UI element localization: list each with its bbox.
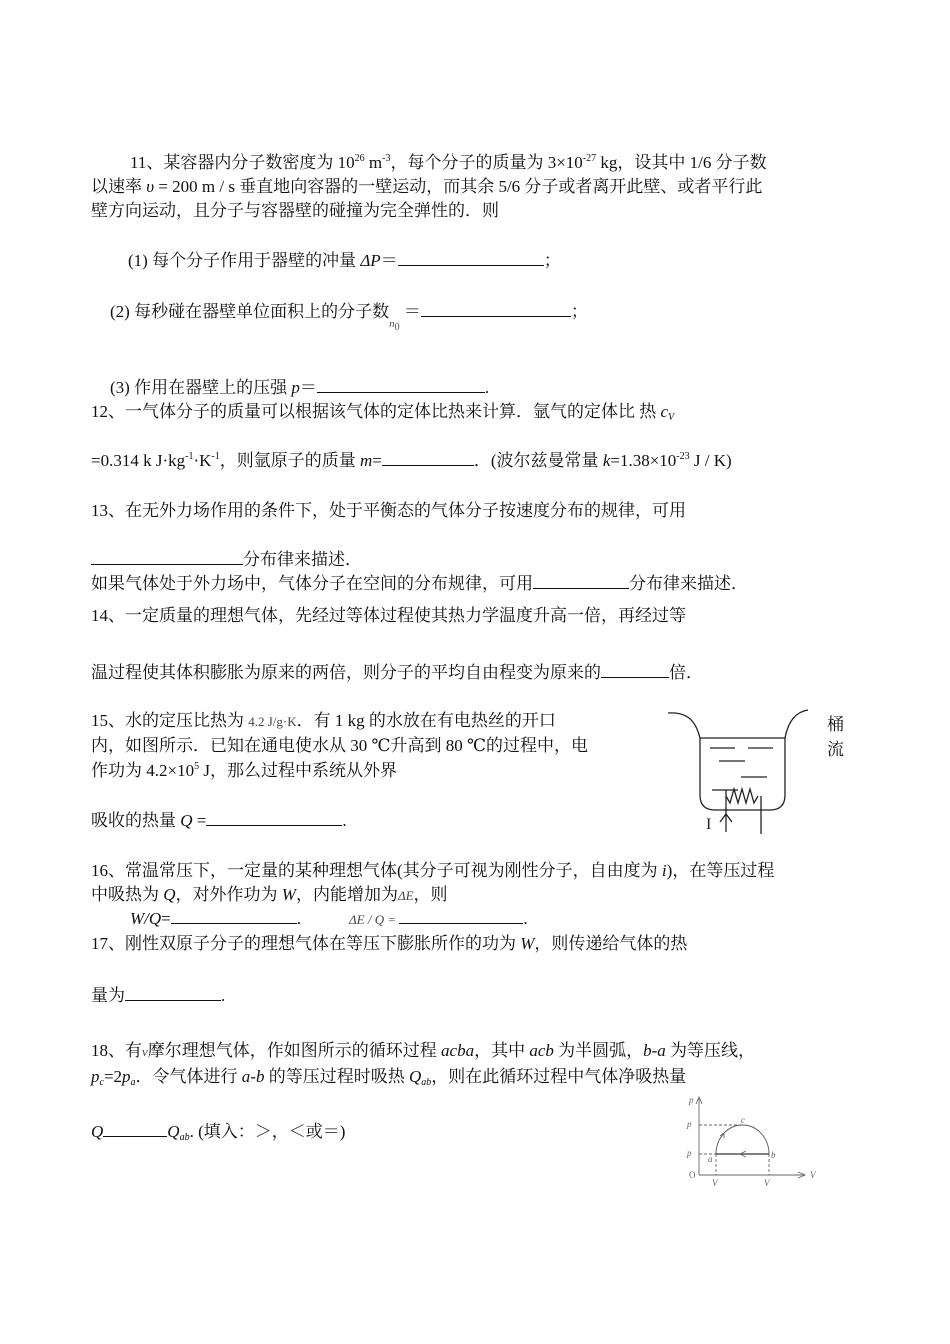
work-symbol: W [281, 885, 296, 904]
q13-text: 如果气体处于外力场中，气体分子在空间的分布规律，可用 [91, 574, 533, 593]
q16-text: ，对外作功为 [175, 885, 282, 904]
q12-text: ·K [193, 451, 212, 470]
punct: . [523, 909, 528, 928]
q15-text: 吸收的热量 [91, 811, 181, 830]
answer-blank-q13-1[interactable] [91, 550, 243, 565]
punct: . [484, 378, 490, 397]
delta-e-over-q: ΔE / Q = [349, 912, 400, 927]
q18-line1 [91, 1040, 755, 1063]
arc-label: acb [529, 1041, 554, 1060]
q15-side-char-1: 桶 [827, 715, 844, 734]
exponent: 26 [354, 153, 365, 164]
q15-line1 [91, 710, 556, 733]
equals: = [161, 909, 171, 928]
q15-text: 15、水的定压比热为 [91, 711, 249, 730]
q15-line3 [91, 760, 397, 782]
subscript: c [99, 1077, 104, 1088]
answer-blank-q18[interactable] [103, 1122, 167, 1137]
equals: = [372, 451, 382, 470]
heat-symbol: Q [180, 811, 193, 830]
answer-blank-q16-2[interactable] [399, 909, 523, 924]
q16-text: 中吸热为 [91, 885, 164, 904]
q18-text: 摩尔理想气体，作如图所示的循环过程 [147, 1041, 442, 1060]
q13-text: 分布律来描述． [629, 574, 748, 593]
n0-symbol: n [389, 318, 395, 330]
q18-text: . (填入：＞，＜或＝) [189, 1122, 346, 1141]
q11-text: kg，设其中 1/6 分子数 [596, 153, 767, 172]
answer-blank-q11-1[interactable] [398, 251, 544, 266]
answer-blank-q12[interactable] [382, 451, 474, 466]
point-b-label: b [771, 1150, 776, 1160]
bucket-heater-figure [660, 700, 820, 840]
subscript: ab [421, 1077, 432, 1088]
q11-line3: 壁方向运动，且分子与容器壁的碰撞为完全弹性的．则 [91, 201, 499, 220]
q11-sub3 [110, 377, 489, 399]
q16-text: )，在等压过程 [666, 861, 775, 880]
answer-blank-q15[interactable] [206, 811, 342, 826]
q11-sub1-text: (1) 每个分子作用于器壁的冲量 [128, 251, 361, 270]
punct: . [296, 909, 302, 928]
exponent: -1 [211, 451, 220, 462]
heat-symbol: Q [408, 1067, 422, 1086]
specific-heat-value: 4.2 J/g·K [248, 714, 297, 729]
q14-text: 温过程使其体积膨胀为原来的两倍，则分子的平均自由程变为原来的 [91, 663, 601, 682]
equals: ＝ [380, 251, 398, 270]
q13-line1: 13、在无外力场作用的条件下，处于平衡态的气体分子按速度分布的规律，可用 [91, 501, 686, 520]
q14-line1: 14、一定质量的理想气体，先经过等体过程使其热力学温度升高一倍，再经过等 [91, 606, 686, 625]
answer-blank-q11-3[interactable] [317, 378, 485, 393]
heat-symbol: Q [163, 885, 176, 904]
va-tick-label: V [712, 1178, 718, 1188]
punct: . [342, 811, 347, 830]
q13-line2 [91, 549, 362, 571]
q17-text: 量为 [91, 986, 125, 1005]
q12-text: =0.314 k J·kg [91, 451, 186, 470]
q15-side-char-2: 流 [827, 740, 844, 759]
q11-line1 [130, 152, 767, 174]
q18-text: 18、有 [91, 1041, 142, 1060]
q17-text: 17、刚性双原子分子的理想气体在等压下膨胀所作的功为 [91, 934, 521, 953]
origin-label: O [689, 1170, 696, 1180]
q14-line2 [91, 662, 703, 684]
process-label: a-b [241, 1067, 265, 1086]
cycle-label: acba [441, 1041, 475, 1060]
q15-line2: 内，如图所示．已知在通电使水从 30 ℃升高到 80 ℃的过程中，电 [91, 736, 589, 755]
q11-text: = 200 m / s 垂直地向容器的一壁运动，而其余 5/6 分子或者离开此壁、或者平行此 [154, 177, 763, 196]
exponent: -1 [185, 451, 194, 462]
q16-text: ，内能增加为 [295, 885, 398, 904]
vb-tick-label: V [764, 1178, 770, 1188]
boltzmann-symbol: k [602, 451, 611, 470]
exponent: -23 [676, 451, 690, 462]
answer-blank-q17[interactable] [125, 986, 221, 1001]
subscript: V [668, 412, 675, 423]
q18-text: 为等压线， [665, 1041, 756, 1060]
delta-e-symbol: ΔE [397, 888, 414, 903]
isobar-label: b-a [643, 1041, 666, 1060]
q11-line2 [91, 176, 762, 198]
q18-text: ．令气体进行 [135, 1067, 242, 1086]
punct: ； [543, 251, 561, 270]
q12-text: =1.38×10 [610, 451, 677, 470]
subscript: ab [179, 1132, 190, 1143]
q11-sub2 [110, 301, 588, 335]
impulse-symbol: ΔP [360, 251, 381, 270]
q16-line2 [91, 884, 448, 907]
q13-line3 [91, 573, 748, 595]
q18-text: ，其中 [474, 1041, 530, 1060]
pc-tick-label: p [687, 1119, 692, 1129]
mass-symbol: m [360, 451, 373, 470]
q16-line3 [130, 908, 528, 931]
q18-text: ，则在此循环过程中气体净吸热量 [431, 1067, 687, 1086]
q12-text: 12、一气体分子的质量可以根据该气体的定体比热来计算．氩气的定体比 热 [91, 402, 661, 421]
answer-blank-q14[interactable] [601, 663, 669, 678]
net-heat-symbol: Q [91, 1122, 104, 1141]
answer-blank-q16-1[interactable] [171, 909, 297, 924]
q18-text: 为半圆弧， [553, 1041, 644, 1060]
current-label: I [706, 816, 712, 833]
pv-cycle-diagram [672, 1092, 822, 1192]
q17-line2 [91, 985, 225, 1007]
q11-sub3-text: (3) 作用在器壁上的压强 [110, 378, 292, 397]
pc-symbol: p [91, 1067, 100, 1086]
pa-symbol: p [122, 1067, 131, 1086]
q11-text: 以速率 [91, 177, 147, 196]
q17-line1 [91, 933, 687, 955]
w-over-q: W/Q [130, 909, 162, 928]
exponent: -3 [382, 153, 391, 164]
cv-symbol: c [660, 402, 669, 421]
answer-blank-q11-2[interactable] [421, 302, 571, 317]
q12-text: ．(波尔兹曼常量 [473, 451, 603, 470]
point-a-label: a [708, 1154, 713, 1164]
q11-text: m [364, 153, 383, 172]
punct: ； [570, 302, 588, 321]
answer-blank-q13-2[interactable] [533, 574, 629, 589]
q18-text: =2 [103, 1067, 123, 1086]
subscript: 0 [394, 322, 400, 333]
q11-sub1 [128, 250, 561, 272]
q17-text: ，则传递给气体的热 [534, 934, 688, 953]
q15-text: ．有 1 kg 的水放在有电热丝的开口 [296, 711, 556, 730]
work-symbol: W [520, 934, 535, 953]
v-axis-label: V [810, 1170, 816, 1180]
q13-text: 分布律来描述． [243, 550, 362, 569]
q12-line1 [91, 401, 674, 423]
q12-text: J / K) [689, 451, 732, 470]
q18-line2 [91, 1066, 686, 1088]
q12-text: ，则氩原子的质量 [219, 451, 361, 470]
equals: = [192, 811, 207, 830]
q15-text: 作功为 4.2×10 [91, 761, 195, 780]
heat-symbol: Q [167, 1122, 180, 1141]
exponent: 5 [194, 761, 200, 772]
q16-text: 16、常温常压下，一定量的某种理想气体(其分子可视为刚性分子，自由度为 [91, 861, 662, 880]
equals: ＝ [399, 302, 421, 321]
point-c-label: c [741, 1115, 745, 1125]
nu-symbol: ν [142, 1044, 148, 1059]
pa-tick-label: p [687, 1148, 692, 1158]
subscript: a [130, 1077, 136, 1088]
q15-line4 [91, 810, 347, 832]
q18-text: 的等压过程时吸热 [264, 1067, 409, 1086]
q15-text: J，那么过程中系统从外界 [199, 761, 397, 780]
p-axis-label: p [689, 1095, 694, 1105]
velocity-symbol: υ [146, 177, 155, 196]
q16-text: ，则 [413, 885, 448, 904]
q16-line1 [91, 860, 774, 882]
exponent: -27 [582, 153, 597, 164]
q12-line2 [91, 450, 732, 472]
q14-text: 倍． [669, 663, 703, 682]
q11-text: 11、某容器内分子数密度为 10 [130, 153, 355, 172]
q11-sub2-text: (2) 每秒碰在器壁单位面积上的分子数 [110, 302, 390, 321]
punct: . [221, 986, 226, 1005]
pressure-symbol: p [291, 378, 300, 397]
q18-line3 [91, 1121, 345, 1143]
equals: ＝ [299, 378, 317, 397]
q11-text: ，每个分子的质量为 3×10 [390, 153, 583, 172]
dof-symbol: i [661, 861, 667, 880]
